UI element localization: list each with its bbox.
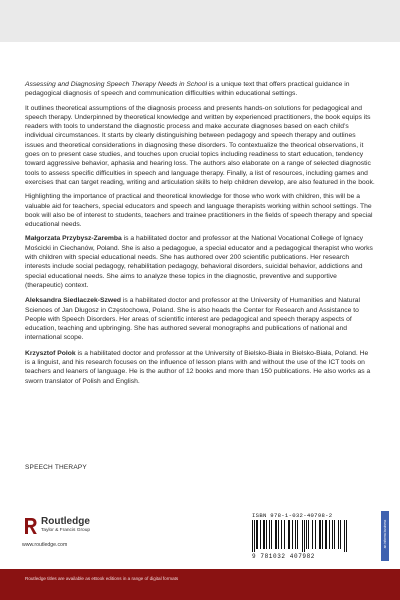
- author-bio-text: is a habilitated doctor and professor at the University of Humanities and Natural Sciences of Jan Długosz in Częstochowa, Poland. She is also heads the Center for Research and Assistance to People with Speech Disorders. Her areas of scientific interest are pedagogical and speech therapy aspects of education, teaching and upbringing. She has authored several monographs and publications of national and international scope.: [25, 297, 361, 342]
- top-band: [0, 0, 400, 42]
- blurb-text: [25, 80, 375, 392]
- publisher-group: Taylor & Francis Group: [41, 528, 91, 533]
- publisher-name: Routledge: [41, 516, 90, 527]
- author-name: Aleksandra Siedlaczek-Szwed: [25, 297, 122, 305]
- publisher-url: www.routledge.com: [22, 542, 68, 548]
- author-bio-1: [25, 234, 375, 290]
- blurb-paragraph-3: Highlighting the importance of practical and theoretical knowledge for those who work with children, this will be a valuable aid for teachers, special educators and speech and language therapists working within school settings. The book will also be of interest to students, teachers and trainee practitioners in the fields of speech therapy and special educational needs.: [25, 193, 373, 229]
- author-bio-text: is a habilitated doctor and professor at the National Vocational College of Ignacy Mościcki in Ciechanów, Poland. She is also a pedagogue, a special educator and a pedagogical therapist who works with children with special educational needs. She has authored over 200 scientific publications. Her research interests include social pedagogy, rehabilitation pedagogy, behavioral disorders, suicidal behavior, addictions and special educational needs. She aims to analyze these topics in the diagnostic, preventive and supportive (therapeutic) context.: [25, 235, 373, 289]
- book-title: Assessing and Diagnosing Speech Therapy Needs in School: [25, 81, 207, 88]
- author-bio-3: [25, 349, 375, 386]
- blurb-paragraph-1: [25, 80, 375, 99]
- author-name: Krzysztof Polok: [25, 349, 76, 357]
- author-bio-text: is a habilitated doctor and professor at the University of Bielsko-Biała in Bielsko-Biała, Poland. He is a linguist, and his research focuses on the influence of lesson plans with and without the use of the ICT tools on teachers and leaners of language. He is the author of 12 books and more than 150 publications. He also works as a sworn translator of Polish and English.: [25, 349, 371, 385]
- footer-band: [0, 569, 400, 600]
- barcode-icon: [250, 520, 374, 552]
- routledge-r-icon: [22, 516, 38, 536]
- footer-notice: Routledge titles are available as eBook editions in a range of digital formats: [25, 576, 179, 581]
- barcode-digits: 9 781032 407982: [252, 553, 316, 560]
- author-name: Małgorzata Przybysz-Zaremba: [25, 235, 122, 243]
- blurb-intro-text: is a unique text that offers practical guidance in pedagogical diagnosis of speech and communication difficulties within educational settings.: [25, 81, 350, 98]
- blurb-paragraph-2: It outlines theoretical assumptions of the diagnosis process and presents hands-on solutions for pedagogical and speech therapy. Underpinned by theoretical knowledge and written by experienced practitioners, the book equips its readers with tools to understand the diagnostic process and make accurate diagnoses based on each child’s individual circumstances. It starts by clearly distinguishing between pedagogy and speech therapy and outlines issues and theoretical considerations in diagnosing these disorders. To contextualize the theorical observations, it goes on to present case studies, and touches upon crucial topics including readiness to start education, tendency toward aggressive behavior, aphasia and hearing loss. The authors also elaborate on a range of selected diagnostic tools to assess specific difficulties in speech and language therapy. Finally, a list of resources, including games and exercises that can target reading, writing and articulation skills to help children develop, are also featured in the book.: [25, 104, 375, 186]
- imprint-tab: [381, 511, 389, 561]
- subject-category: SPEECH THERAPY: [25, 464, 87, 471]
- imprint-tab-text: an informa business: [383, 519, 387, 549]
- isbn-label: ISBN 978-1-032-40798-2: [252, 512, 333, 519]
- author-bio-2: [25, 296, 375, 342]
